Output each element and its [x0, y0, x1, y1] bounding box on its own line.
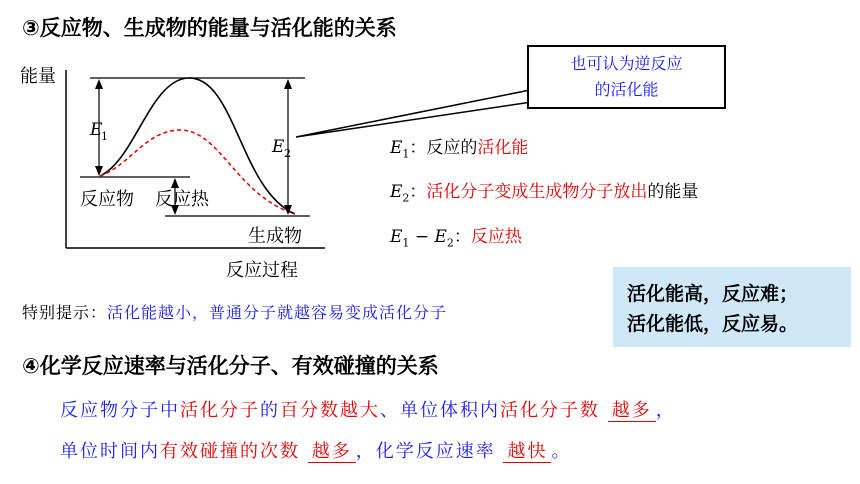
- para-line-1: [60, 396, 676, 422]
- e1-sub: 1: [101, 130, 108, 143]
- activation-tip-box: [613, 267, 851, 347]
- def-e1-sym: E: [390, 138, 403, 158]
- y-axis-label: 能量: [20, 66, 56, 87]
- def-e1-term: 活化能: [477, 138, 529, 158]
- def-e2-sub: 2: [402, 191, 410, 205]
- def-e1-text: ：反应的: [409, 138, 478, 158]
- e1-arrow-head-top: [95, 79, 103, 89]
- heading-energy-relation: ③反应物、生成物的能量与活化能的关系: [22, 16, 397, 40]
- e2-arrow-head-bottom: [284, 205, 292, 215]
- e2-arrow-head-top: [284, 79, 292, 89]
- tip-line-2: 活化能低，反应易。: [627, 313, 799, 335]
- def-diff-sub2: 2: [446, 236, 454, 250]
- p2-a: 单位时间内: [60, 441, 160, 462]
- note-prefix: 特别提示：: [22, 303, 108, 322]
- e2-sub: 2: [284, 147, 291, 160]
- special-note: [22, 300, 447, 323]
- p1-a: 反应物分子中: [60, 400, 180, 421]
- def-diff-sub1: 1: [402, 236, 410, 250]
- x-axis-label: 反应过程: [226, 260, 298, 281]
- def-diff-term: 反应热: [470, 227, 522, 247]
- def-e2-term: 活化分子变成生成物分子放出: [426, 182, 648, 202]
- para-line-2: [60, 437, 571, 463]
- callout-pointer: [296, 88, 545, 137]
- def-e2: [390, 177, 698, 204]
- def-e1-sub: 1: [402, 147, 410, 161]
- p2-blank-faster: 越快: [503, 441, 551, 463]
- callout-line-1: 也可认为逆反应: [570, 54, 683, 73]
- e2-label: E: [272, 137, 285, 157]
- reactant-label: 反应物: [80, 189, 134, 210]
- tip-line-1: 活化能高，反应难；: [627, 283, 799, 305]
- def-e2-rest: 的能量: [647, 182, 699, 202]
- def-e2-colon: ：: [409, 182, 427, 202]
- p1-h: ，: [655, 400, 676, 421]
- p2-b: 有效碰撞的次数: [160, 441, 300, 462]
- note-text: 活化能越小，普通分子就越容易变成活化分子: [107, 303, 448, 322]
- product-label: 生成物: [248, 226, 302, 247]
- p2-f: 。: [551, 441, 572, 462]
- e1-label: E: [90, 120, 103, 140]
- reverse-activation-callout: [527, 45, 726, 109]
- p1-d: 百分数越大: [280, 400, 380, 421]
- def-e1: [390, 133, 528, 160]
- p1-f: 活化分子数: [500, 400, 600, 421]
- heading-rate-relation: ④化学反应速率与活化分子、有效碰撞的关系: [22, 354, 439, 378]
- callout-line-2: 的活化能: [594, 80, 659, 99]
- def-diff-sym2: E: [434, 227, 447, 247]
- p1-e: 、单位体积内: [380, 400, 500, 421]
- p2-d: ，化学反应速率: [355, 441, 496, 462]
- def-diff-minus: −: [409, 227, 435, 247]
- def-reaction-heat: [390, 222, 522, 249]
- p1-b: 活化分子: [180, 400, 260, 421]
- p2-blank-more: 越多: [308, 441, 356, 463]
- def-diff-sym1: E: [390, 227, 403, 247]
- p1-c: 的: [260, 400, 280, 421]
- reaction-heat-label: 反应热: [155, 189, 209, 210]
- p1-blank-more: 越多: [608, 400, 656, 422]
- def-diff-colon: ：: [453, 227, 471, 247]
- def-e2-sym: E: [390, 182, 403, 202]
